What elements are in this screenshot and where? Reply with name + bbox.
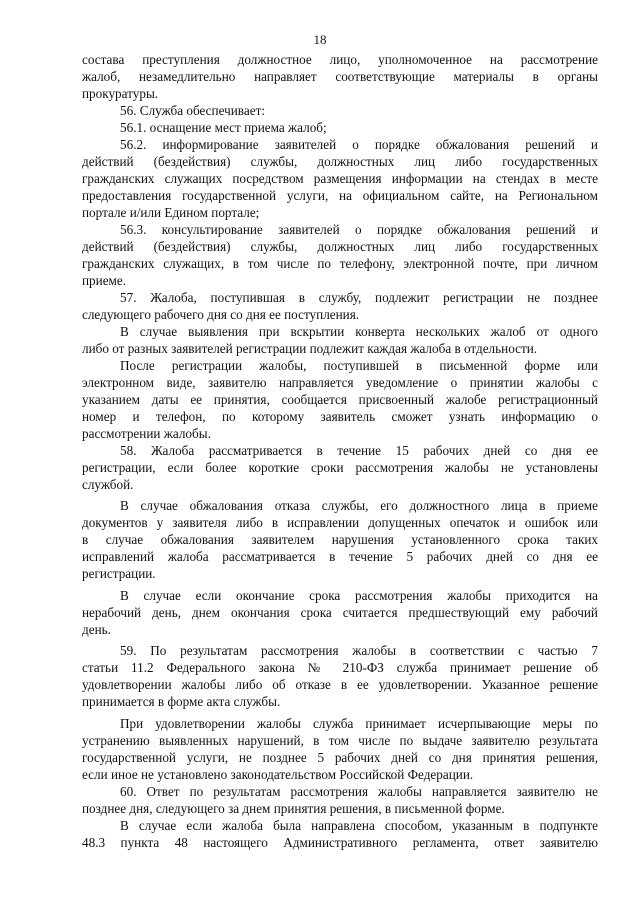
text-line: удовлетворении жалобы либо об отказе в ее удовлетворении. Указанное решение: [82, 677, 598, 693]
text-line: принимается в форме акта службы.: [82, 694, 281, 710]
text-line: состава преступления должностное лицо, уполномоченное на рассмотрение: [82, 52, 598, 67]
document-body: [82, 52, 598, 851]
paragraph-start: 56.3. консультирование заявителей о порядке обжалования решений и: [120, 222, 598, 237]
text-line: приеме.: [82, 273, 127, 288]
paragraph-start: 56.1. оснащение мест приема жалоб;: [120, 120, 327, 135]
text-line: регистрации.: [82, 566, 156, 582]
text-line: либо от разных заявителей регистрации подлежит каждая жалоба в отдельности.: [82, 341, 538, 356]
paragraph-start: 56. Служба обеспечивает:: [120, 103, 265, 118]
paragraph-start: 58. Жалоба рассматривается в течение 15 рабочих дней со дня ее: [120, 443, 598, 458]
text-line: действий (бездействия) службы, должностных лиц либо государственных: [82, 239, 598, 254]
paragraph-start: В случае если окончание срока рассмотрения жалобы приходится на: [120, 587, 598, 603]
text-line: службой.: [82, 477, 134, 492]
paragraph-start: 57. Жалоба, поступившая в службу, подлежит регистрации не позднее: [120, 290, 598, 305]
text-line: номер и телефон, по которому заявитель сможет узнать информацию о: [82, 409, 598, 424]
text-line: электронном виде, заявителю направляется уведомление о принятии жалобы с: [82, 375, 598, 390]
paragraph-start: В случае выявления при вскрытии конверта нескольких жалоб от одного: [120, 324, 598, 339]
text-line: статьи 11.2 Федерального закона № 210-ФЗ служба принимает решение об: [82, 660, 598, 676]
paragraph-start: 56.2. информирование заявителей о порядке обжалования решений и: [120, 137, 598, 152]
text-line: нерабочий день, днем окончания срока считается предшествующий ему рабочий: [82, 604, 598, 620]
text-line: день.: [82, 621, 111, 637]
text-line: предоставления государственной услуги, на официальном сайте, на Региональном: [82, 188, 598, 203]
text-line: государственной услуги, не позднее 5 рабочих дней со дня принятия решения,: [82, 749, 598, 765]
text-line: жалоб, незамедлительно направляет соответствующие материалы в органы: [82, 69, 598, 84]
text-line: указанием даты ее принятия, сообщается присвоенный жалобе регистрационный: [82, 392, 598, 407]
text-line: регистрации, если более короткие сроки рассмотрения жалобы не установлены: [82, 460, 598, 475]
paragraph-start: 60. Ответ по результатам рассмотрения жалобы направляется заявителю не: [120, 783, 598, 799]
text-line: действий (бездействия) службы, должностных лиц либо государственных: [82, 154, 598, 169]
text-line: гражданских служащих, в том числе по телефону, электронной почте, при личном: [82, 256, 598, 271]
text-line: если иное не установлено законодательством Российской Федерации.: [82, 766, 474, 782]
text-line: рассмотрении жалобы.: [82, 426, 211, 441]
paragraph-start: 59. По результатам рассмотрения жалобы в соответствии с частью 7: [120, 643, 598, 659]
text-line: позднее дня, следующего за днем принятия решения, в письменной форме.: [82, 800, 505, 816]
text-line: в случае обжалования заявителем нарушения установленного срока таких: [82, 532, 598, 548]
paragraph-start: При удовлетворении жалобы служба принимает исчерпывающие меры по: [120, 715, 598, 731]
text-line: прокуратуры.: [82, 86, 159, 101]
page-number: 18: [313, 32, 327, 47]
text-line: следующего рабочего дня со дня ее поступления.: [82, 307, 360, 322]
paragraph-start: После регистрации жалобы, поступившей в письменной форме или: [120, 358, 598, 373]
text-line: документов у заявителя либо в исправлении допущенных опечаток и ошибок или: [82, 515, 598, 531]
paragraph-start: В случае обжалования отказа службы, его должностного лица в приеме: [120, 498, 598, 514]
text-line: 48.3 пункта 48 настоящего Административного регламента, ответ заявителю: [82, 834, 598, 850]
text-line: исправлений жалоба рассматривается в течение 5 рабочих дней со дня ее: [82, 549, 598, 565]
text-line: гражданских служащих посредством размещения информации на стендах в месте: [82, 171, 598, 186]
text-line: устранению выявленных нарушений, в том числе по выдаче заявителю результата: [82, 732, 598, 748]
text-line: портале и/или Едином портале;: [82, 205, 260, 220]
paragraph-start: В случае если жалоба была направлена способом, указанным в подпункте: [120, 817, 598, 833]
